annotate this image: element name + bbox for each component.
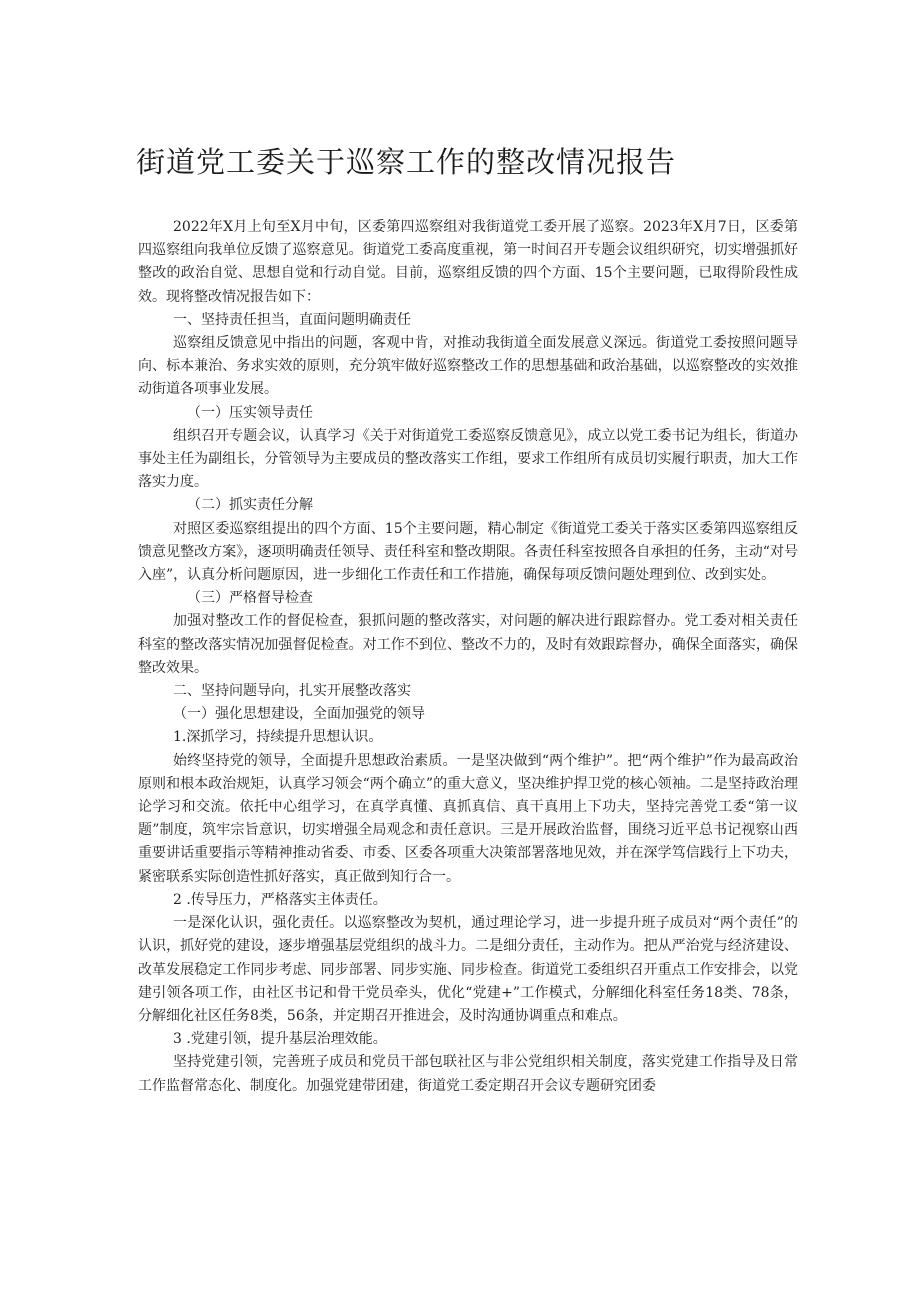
- item-1-heading: 1.深抓学习，持续提升思想认识。: [173, 729, 383, 746]
- intro-paragraph: 2022年X月上旬至X月中旬，区委第四巡察组对我街道党工委开展了巡察。2023年X月7日，区委第四巡察组向我单位反馈了巡察意见。街道党工委高度重视，第一时间召开专题会议组织研究，切实增强抓好整改的政治自觉、思想自觉和行动自觉。目前，巡察组反馈的四个方面、15个主要问题，已取得阶段性成效。现将整改情况报告如下：: [138, 219, 798, 305]
- item-2-heading: 2 .传导压力，严格落实主体责任。: [173, 891, 387, 908]
- section-2-sub-1-heading: （一）强化思想建设，全面加强党的领导: [173, 706, 425, 723]
- document-page: [138, 140, 798, 1098]
- section-1-sub-2-heading: （二）抓实责任分解: [187, 497, 313, 514]
- section-1-sub-1-heading: （一）压实领导责任: [187, 404, 313, 421]
- section-1-heading: 一、坚持责任担当，直面问题明确责任: [173, 311, 411, 328]
- item-2-body: 一是深化认识，强化责任。以巡察整改为契机，通过理论学习，进一步提升班子成员对“两个责任”的认识，抓好党的建设，逐步增强基层党组织的战斗力。二是细分责任，主动作为。把从严治党与经济建设、改革发展稳定工作同步考虑、同步部署、同步实施、同步检查。街道党工委组织召开重点工作安排会，以党建引领各项工作，由社区书记和骨干党员牵头，优化“党建+”工作模式，分解细化科室任务18类、78条，分解细化社区任务8类，56条，并定期召开推进会，及时沟通协调重点和难点。: [138, 915, 798, 1024]
- section-1-body: 巡察组反馈意见中指出的问题，客观中肯，对推动我街道全面发展意义深远。街道党工委按照问题导向、标本兼治、务求实效的原则，充分筑牢做好巡察整改工作的思想基础和政治基础，以巡察整改的实效推动街道各项事业发展。: [138, 335, 798, 398]
- section-2-heading: 二、坚持问题导向，扎实开展整改落实: [173, 683, 411, 700]
- item-1-body: 始终坚持党的领导，全面提升思想政治素质。一是坚决做到“两个维护”。把“两个维护”作为最高政治原则和根本政治规矩，认真学习领会“两个确立”的重大意义，坚决维护捍卫党的核心领袖。二是坚持政治理论学习和交流。依托中心组学习，在真学真懂、真抓真信、真干真用上下功夫，坚持完善党工委“第一议题”制度，筑牢宗旨意识，切实增强全局观念和责任意识。三是开展政治监督，围绕习近平总书记视察山西重要讲话重要指示等精神推动省委、市委、区委各项重大决策部署落地见效，并在深学笃信践行上下功夫，紧密联系实际创造性抓好落实，真正做到知行合一。: [138, 752, 798, 885]
- item-3-heading: 3 .党建引领，提升基层治理效能。: [173, 1031, 387, 1048]
- item-3-body: 坚持党建引领，完善班子成员和党员干部包联社区与非公党组织相关制度，落实党建工作指导及日常工作监督常态化、制度化。加强党建带团建，街道党工委定期召开会议专题研究团委: [138, 1054, 798, 1094]
- section-1-sub-2-body: 对照区委巡察组提出的四个方面、15个主要问题，精心制定《街道党工委关于落实区委第四巡察组反馈意见整改方案》，逐项明确责任领导、责任科室和整改期限。各责任科室按照各自承担的任务，主动“对号入座”，认真分析问题原因，进一步细化工作责任和工作措施，确保每项反馈问题处理到位、改到实处。: [138, 520, 798, 584]
- document-title: 街道党工委关于巡察工作的整改情况报告: [136, 145, 677, 179]
- section-1-sub-3-body: 加强对整改工作的督促检查，狠抓问题的整改落实，对问题的解决进行跟踪督办。党工委对相关责任科室的整改落实情况加强督促检查。对工作不到位、整改不力的，及时有效跟踪督办，确保全面落实，确保整改效果。: [138, 613, 798, 676]
- section-1-sub-1-body: 组织召开专题会议，认真学习《关于对街道党工委巡察反馈意见》，成立以党工委书记为组长，街道办事处主任为副组长，分管领导为主要成员的整改落实工作组，要求工作组所有成员切实履行职责，加大工作落实力度。: [138, 427, 798, 491]
- section-1-sub-3-heading: （三）严格督导检查: [187, 590, 313, 607]
